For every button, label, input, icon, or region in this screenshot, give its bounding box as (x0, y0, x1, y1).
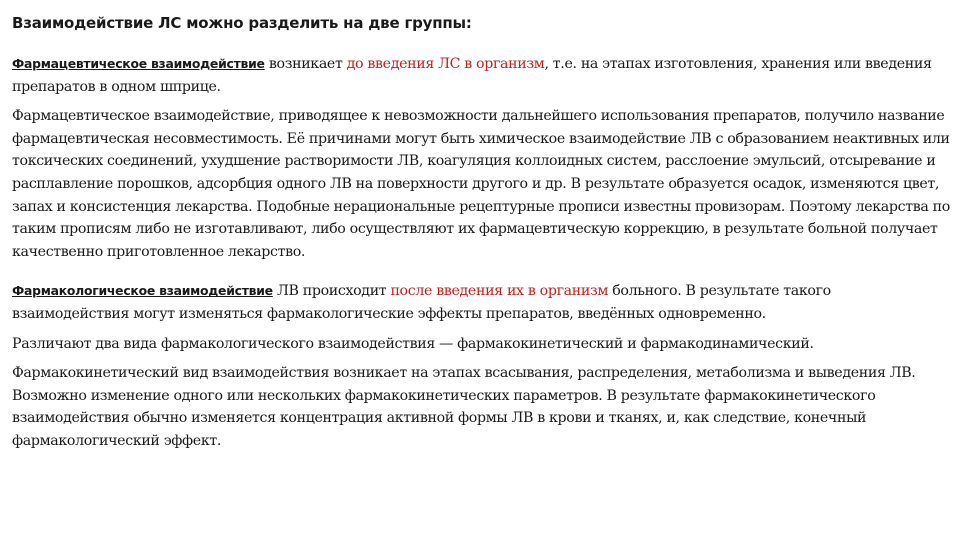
pharmaceutical-term: Фармацевтическое взаимодействие (12, 56, 265, 71)
pharmaceutical-highlight: до введения ЛС в организм (346, 56, 545, 72)
pharmaceutical-definition (12, 53, 952, 98)
pharmacological-definition (12, 280, 952, 325)
pharmaceutical-text-before: возникает (264, 56, 347, 72)
pharmaceutical-incompatibility-paragraph: Фармацевтическое взаимодействие, приводящее к невозможности дальнейшего использования препаратов, получило название фармацевтическая несовместимость. Её причинами могут быть химическое взаимодействие ЛВ с образованием неактивных или токсических соединений, ухудшение растворимости ЛВ, коагуляция коллоидных систем, расслоение эмульсий, отсыревание и расплавление порошков, адсорбция одного ЛВ на поверхности другого и др. В результате образуется осадок, изменяются цвет, запах и консистенция лекарства. Подобные нерациональные рецептурные прописи известны провизорам. Поэтому лекарства по таким прописям либо не изготавливают, либо осуществляют их фармацевтическую коррекцию, в результате больной получает качественно приготовленное лекарство. (12, 108, 950, 260)
pharmacokinetic-paragraph: Фармакокинетический вид взаимодействия возникает на этапах всасывания, распределения, метаболизма и выведения ЛВ. Возможно изменение одного или нескольких фармакокинетических параметров. В результате фармакокинетического взаимодействия обычно изменяется концентрация активной формы ЛВ в крови и тканях, и, как следствие, конечный фармакологический эффект. (12, 365, 916, 449)
pharmacological-text-after: больного. В результате такого взаимодействия могут изменяться фармакологические эффекты препаратов, введённых одновременно. (12, 283, 831, 322)
slide-content (12, 12, 952, 460)
pharmacological-text-before: ЛВ происходит (272, 283, 391, 300)
pharmacological-highlight: после введения их в организм (390, 283, 609, 300)
pharmacological-term: Фармакологическое взаимодействие (12, 283, 273, 299)
slide-title: Взаимодействие ЛС можно разделить на две группы: (12, 14, 472, 32)
pharmaceutical-text-after: , т.е. на этапах изготовления, хранения или введения препаратов в одном шприце. (12, 56, 932, 95)
pharmacological-types-paragraph: Различают два вида фармакологического взаимодействия — фармакокинетический и фармакодинамический. (12, 335, 814, 352)
